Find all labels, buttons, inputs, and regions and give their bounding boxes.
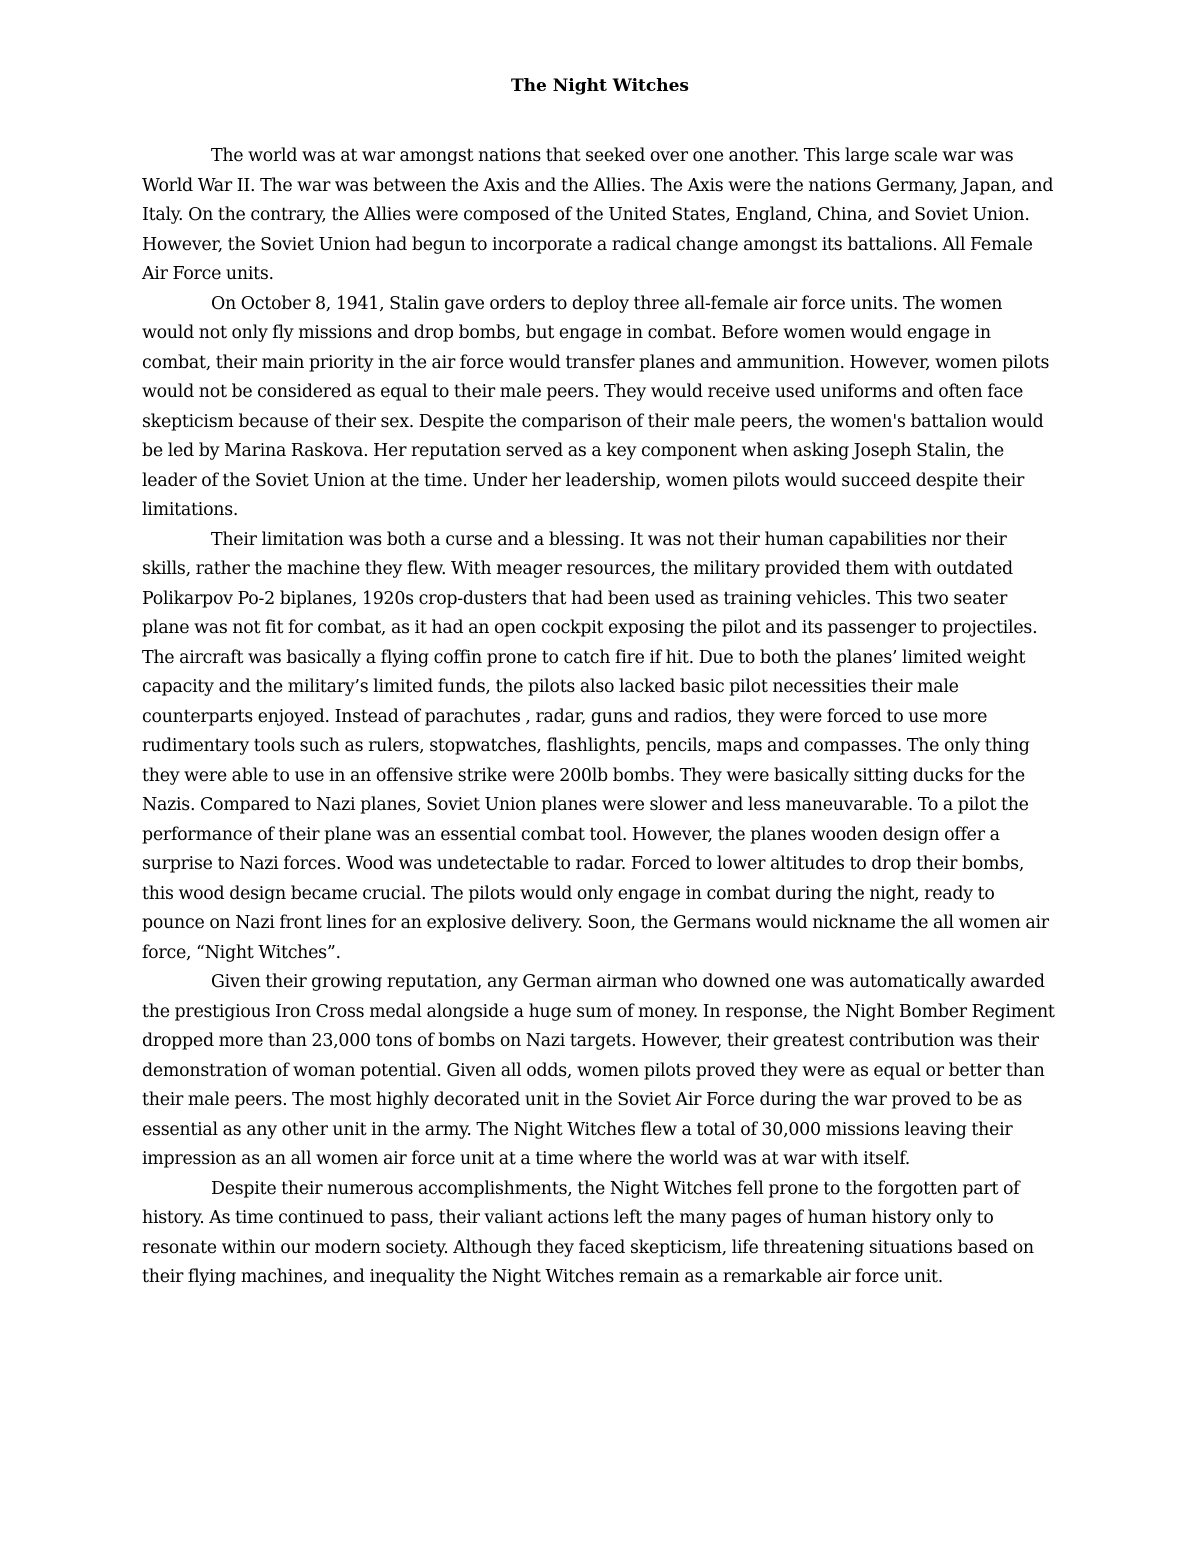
paragraph-2: On October 8, 1941, Stalin gave orders to deploy three all-female air force units. The women would not only fly missions and drop bombs, but engage in combat. Before women would engage in combat, their main priority in the air force would transfer planes and ammunition. However, women pilots would not be considered as equal to their male peers. They would receive used uniforms and often face skepticism because of their sex. Despite the comparison of their male peers, the women's battalion would be led by Marina Raskova. Her reputation served as a key component when asking Joseph Stalin, the leader of the Soviet Union at the time. Under her leadership, women pilots would succeed despite their limitations.	[142, 293, 1050, 520]
paragraph-4: Given their growing reputation, any German airman who downed one was automatically awarded the prestigious Iron Cross medal alongside a huge sum of money. In response, the Night Bomber Regiment dropped more than 23,000 tons of bombs on Nazi targets. However, their greatest contribution was their demonstration of woman potential. Given all odds, women pilots proved they were as equal or better than their male peers. The most highly decorated unit in the Soviet Air Force during the war proved to be as essential as any other unit in the army. The Night Witches flew a total of 30,000 missions leaving their impression as an all women air force unit at a time where the world was at war with itself.	[142, 972, 1055, 1169]
paragraph-5: Despite their numerous accomplishments, the Night Witches fell prone to the forgotten part of history. As time continued to pass, their valiant actions left the many pages of human history only to resonate within our modern society. Although they faced skepticism, life threatening situations based on their flying machines, and inequality the Night Witches remain as a remarkable air force unit.	[142, 1178, 1034, 1287]
document-title: The Night Witches	[511, 76, 689, 96]
paragraph-1: The world was at war amongst nations that seeked over one another. This large scale war was World War II. The war was between the Axis and the Allies. The Axis were the nations Germany, Japan, and Italy. On the contrary, the Allies were composed of the United States, England, China, and Soviet Union. However, the Soviet Union had begun to incorporate a radical change amongst its battalions. All Female Air Force units.	[142, 146, 1054, 284]
document-body	[142, 142, 1058, 1293]
paragraph-3: Their limitation was both a curse and a blessing. It was not their human capabilities nor their skills, rather the machine they flew. With meager resources, the military provided them with outdated Polikarpov Po-2 biplanes, 1920s crop-dusters that had been used as training vehicles. This two seater plane was not fit for combat, as it had an open cockpit exposing the pilot and its passenger to projectiles. The aircraft was basically a flying coffin prone to catch fire if hit. Due to both the planes’ limited weight capacity and the military’s limited funds, the pilots also lacked basic pilot necessities their male counterparts enjoyed. Instead of parachutes , radar, guns and radios, they were forced to use more rudimentary tools such as rulers, stopwatches, flashlights, pencils, maps and compasses. The only thing they were able to use in an offensive strike were 200lb bombs. They were basically sitting ducks for the Nazis. Compared to Nazi planes, Soviet Union planes were slower and less maneuvarable. To a pilot the performance of their plane was an essential combat tool. However, the planes wooden design offer a surprise to Nazi forces. Wood was undetectable to radar. Forced to lower altitudes to drop their bombs, this wood design became crucial. The pilots would only engage in combat during the night, ready to pounce on Nazi front lines for an explosive delivery. Soon, the Germans would nickname the all women air force, “Night Witches”.	[142, 529, 1049, 963]
